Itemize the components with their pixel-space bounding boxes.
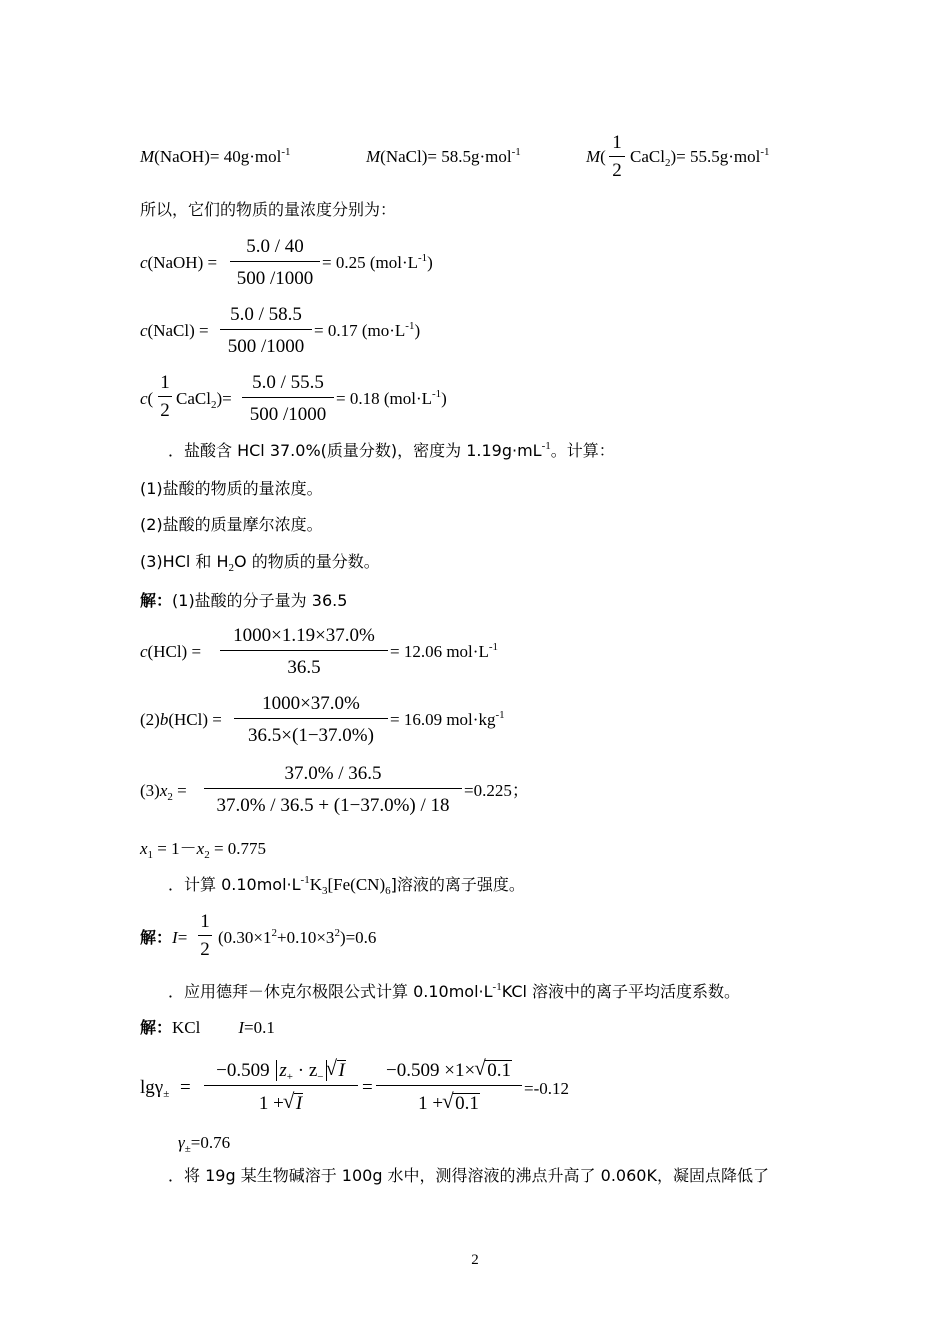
solution-2-line: 解：I= <box>140 928 188 947</box>
solution-1-line: 解：(1)盐酸的分子量为 36.5 <box>140 591 348 610</box>
c-cacl-half <box>158 373 172 420</box>
molar-mass-cacl-rest: CaCl$_2$)= 55.5g·mol$^{-1}$ <box>630 146 770 169</box>
x2-denominator: 37.0% / 36.5 + (1−37.0%) / 18 <box>216 795 450 816</box>
page-number: 2 <box>471 1252 479 1268</box>
c-nacl-numerator: 5.0 / 58.5 <box>230 304 302 325</box>
lg-numerator-2: −0.509 ×1×√ 0.1 <box>376 1060 522 1080</box>
c-cacl-fraction <box>242 373 334 424</box>
c-naoh-lhs: c(NaOH) = <box>140 253 218 272</box>
c-cacl-half-den: 2 <box>160 400 170 421</box>
lg-numerator-1: −0.509 $z_+ \cdot z_-√$ I <box>204 1060 358 1080</box>
debye-question: ．应用德拜－休克尔极限公式计算 $0.10mol\cdot L^{-1}KCl$ 溶液中的离子平均活度系数。 <box>168 981 741 1001</box>
molar-mass-cacl: M( <box>586 147 606 166</box>
boiling-question: ．将 19g 某生物碱溶于 100g 水中，测得溶液的沸点升高了 0.060K，凝固点降低了 <box>168 1166 769 1185</box>
c-hcl-denominator: 36.5 <box>287 657 321 678</box>
lg-gamma-lhs: lgγ$_\pm$ = <box>140 1077 191 1100</box>
lg-denominator-2: 1 +√ 0.1 <box>376 1093 522 1113</box>
lg-eq-2: = <box>362 1077 373 1098</box>
c-naoh-rhs: = 0.25 $(mol\cdot L^{-1})$ <box>322 252 433 272</box>
molar-mass-naoh-exp: -1 <box>281 146 291 158</box>
therefore-line: 所以，它们的物质的量浓度分别为： <box>140 200 397 219</box>
b-hcl-denominator: 36.5×(1−37.0%) <box>248 725 374 746</box>
c-hcl-rhs: = 12.06 $mol\cdot L^{-1}$ <box>390 641 499 661</box>
gamma-line: $\gamma_\pm=0.76$ <box>178 1133 231 1155</box>
c-cacl-half-num: 1 <box>160 372 170 393</box>
lg-fraction-1 <box>204 1060 358 1113</box>
hcl-question: ．盐酸含 HCl 37.0%(质量分数)，密度为 $1.19g\cdot mL^{-1}$。计算： <box>168 440 615 460</box>
b-hcl-lhs: (2)b(HCl) = <box>140 710 222 729</box>
c-hcl-fraction <box>220 626 388 677</box>
sol2-denominator: 2 <box>200 939 210 960</box>
c-hcl-lhs: c(HCl) = <box>140 642 202 661</box>
c-cacl-lhs: c( <box>140 389 154 408</box>
b-hcl-fraction <box>234 694 388 745</box>
half-numerator: 1 <box>612 132 622 153</box>
lg-denominator-1: 1 +√ I <box>204 1093 358 1113</box>
molar-mass-cacl-half <box>609 133 625 180</box>
x2-numerator: 37.0% / 36.5 <box>284 763 382 784</box>
lg-fraction-2 <box>376 1060 522 1113</box>
ionic-strength-question: ．计算 $0.10mol\cdot L^{-1}K_3[Fe(CN)_6]$溶液的离子强度。 <box>168 874 525 897</box>
x2-rhs: =0.225； <box>464 781 529 800</box>
solution-2-expr: $(0.30\times 1^2+0.10\times 3^2)=0.6$ <box>218 927 377 947</box>
x2-lhs: $(3)x_2$ = <box>140 781 187 803</box>
solution-2-half <box>198 912 212 959</box>
hcl-question-3: (3)HCl 和 $H_2O$ 的物质的量分数。 <box>140 552 380 574</box>
molar-mass-nacl: M(NaCl)= 58.5g·mol$^{-1}$ <box>366 146 521 166</box>
molar-mass-naoh: M(NaOH)= 40g·mol$^{-1}$ <box>140 146 291 166</box>
molar-mass-nacl-exp: -1 <box>511 146 521 158</box>
x1-line: $x_1 = 1-x_2 = 0.775$ <box>140 839 267 861</box>
c-nacl-fraction <box>220 305 312 356</box>
c-hcl-numerator: 1000×1.19×37.0% <box>233 625 375 646</box>
hcl-question-2: (2)盐酸的质量摩尔浓度。 <box>140 515 323 534</box>
c-nacl-lhs: c(NaCl) = <box>140 321 209 340</box>
c-naoh-fraction <box>230 237 320 288</box>
c-naoh-numerator: 5.0 / 40 <box>246 236 304 257</box>
sol2-numerator: 1 <box>200 911 210 932</box>
hcl-question-1: (1)盐酸的物质的量浓度。 <box>140 479 323 498</box>
c-nacl-rhs: = 0.17 $(mo\cdot L^{-1})$ <box>314 320 421 340</box>
b-hcl-rhs: = 16.09 $mol\cdot kg^{-1}$ <box>390 709 505 729</box>
x2-fraction <box>204 764 462 815</box>
b-hcl-numerator: 1000×37.0% <box>262 693 360 714</box>
lg-rhs: =-0.12 <box>524 1079 569 1098</box>
c-cacl-numerator: 5.0 / 55.5 <box>252 372 324 393</box>
solution-3-line: 解：KCl I=0.1 <box>140 1018 275 1037</box>
c-cacl-rhs: = 0.18 $(mol\cdot L^{-1})$ <box>336 388 447 408</box>
c-cacl-denominator: 500 /1000 <box>249 404 327 425</box>
c-nacl-denominator: 500 /1000 <box>227 336 305 357</box>
c-naoh-denominator: 500 /1000 <box>236 268 314 289</box>
half-denominator: 2 <box>612 160 622 181</box>
c-cacl-mid: CaCl$_2$)= <box>176 389 232 411</box>
